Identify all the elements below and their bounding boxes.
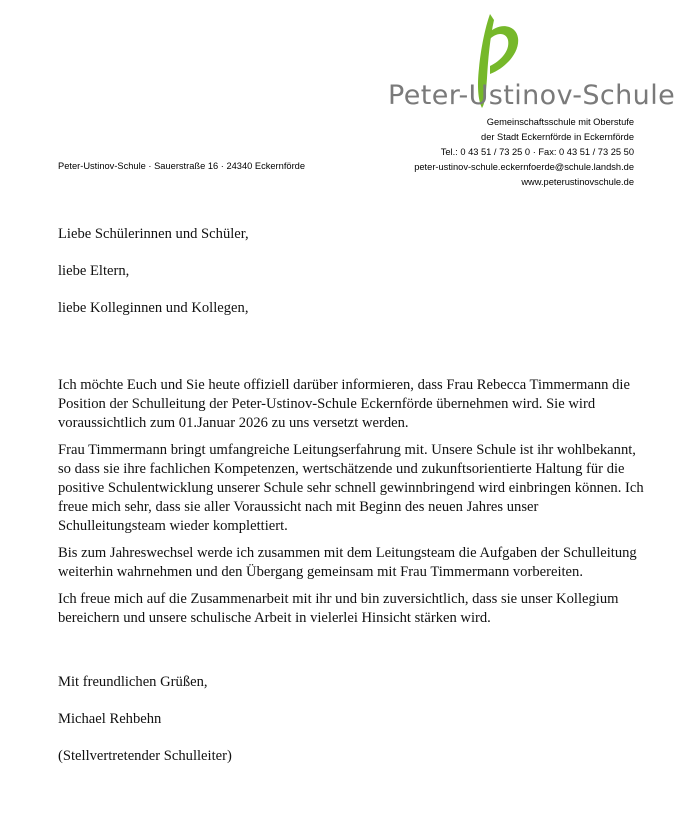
salutation	[58, 225, 648, 318]
school-type: Gemeinschaftsschule mit Oberstufe	[486, 117, 634, 127]
body-paragraph: Frau Timmermann bringt umfangreiche Leitungserfahrung mit. Unsere Schule ist ihr wohlbekannt, so dass sie ihre fachlichen Kompetenzen, wertschätzende und zukunftsorientierte Haltung für die positive Schulentwicklung unserer Schule sehr schnell gewinnbringend wird einbringen können. Ich freue mich sehr, dass sie aller Voraussicht nach mit Beginn des neuen Jahres unser Schulleitungsteam wieder komplettiert.	[58, 442, 644, 534]
body-paragraph: Ich möchte Euch und Sie heute offiziell darüber informieren, dass Frau Rebecca Timmermann die Position der Schulleitung der Peter-Ustinov-Schule Eckernförde übernehmen wird. Sie wird voraussichtlich zum 01.Januar 2026 zu uns versetzt werden.	[58, 377, 630, 431]
letter-paragraphs	[58, 376, 648, 628]
phone-fax: Tel.: 0 43 51 / 73 25 0 · Fax: 0 43 51 / 73 25 50	[440, 147, 634, 157]
logo-leaf-bowl	[488, 26, 518, 74]
salutation-line: liebe Kolleginnen und Kollegen,	[58, 300, 249, 316]
logo-wordmark: Peter-Ustinov-Schule	[388, 80, 676, 111]
closing-phrase: Mit freundlichen Grüßen,	[58, 674, 208, 690]
signer-title: (Stellvertretender Schulleiter)	[58, 748, 232, 764]
body-paragraph: Bis zum Jahreswechsel werde ich zusammen mit dem Leitungsteam die Aufgaben der Schulleitung weiterhin wahrnehmen und den Übergang gemeinsam mit Frau Timmermann vorbereiten.	[58, 545, 637, 580]
salutation-line: liebe Eltern,	[58, 263, 130, 279]
sender-info	[414, 115, 634, 190]
email-address: peter-ustinov-schule.eckernfoerde@schule.landsh.de	[414, 162, 634, 172]
website: www.peterustinovschule.de	[521, 177, 634, 187]
closing-block	[58, 673, 648, 766]
signer-name: Michael Rehbehn	[58, 711, 162, 727]
school-logo	[386, 8, 676, 112]
salutation-line: Liebe Schülerinnen und Schüler,	[58, 226, 249, 242]
school-authority: der Stadt Eckernförde in Eckernförde	[481, 132, 634, 142]
return-address: Peter-Ustinov-Schule · Sauerstraße 16 · 24340 Eckernförde	[58, 161, 306, 171]
body-paragraph: Ich freue mich auf die Zusammenarbeit mit ihr und bin zuversichtlich, dass sie unser Kollegium bereichern und unsere schulische Arbeit in vielerlei Hinsicht stärken wird.	[58, 591, 619, 626]
letter-body	[58, 225, 648, 784]
